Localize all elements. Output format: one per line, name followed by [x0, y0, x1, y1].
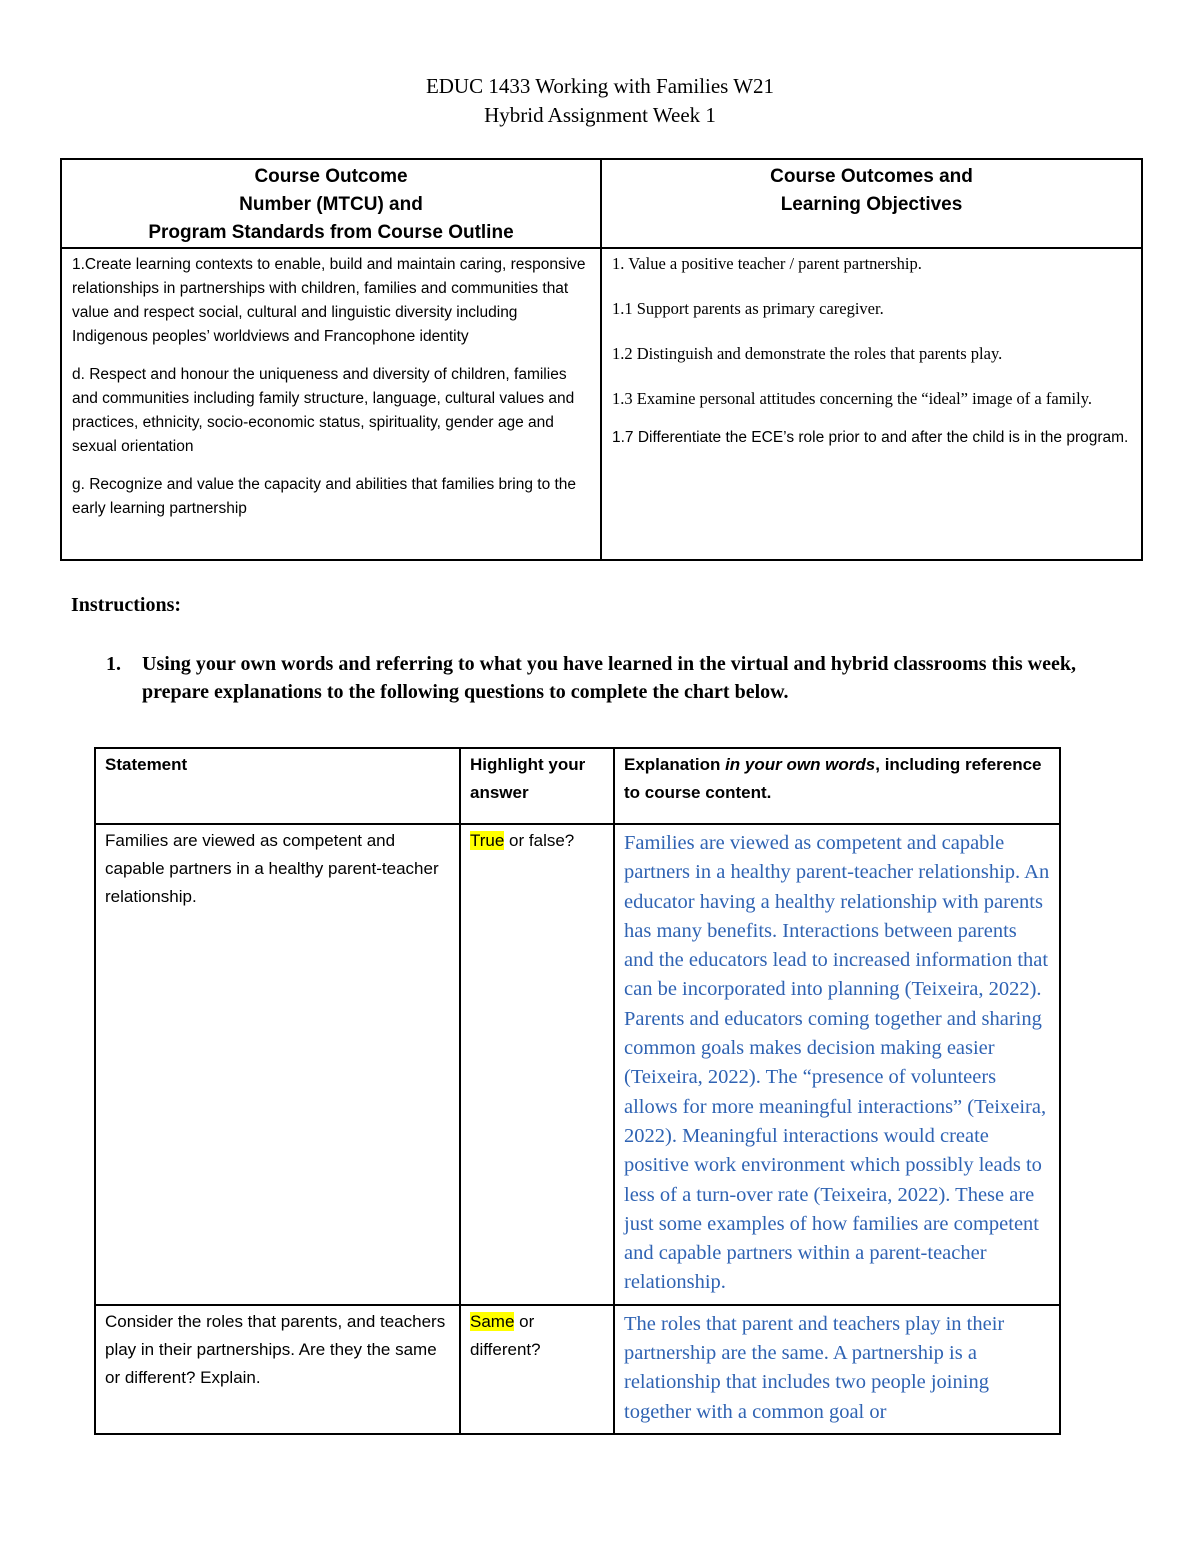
- explanation-cell: The roles that parent and teachers play in their partnership are the same. A partnership is a relationship that includes two people joining together with a common goal or: [614, 1305, 1060, 1434]
- highlighted-answer: True: [470, 831, 505, 850]
- answer-cell: [460, 1305, 614, 1434]
- document-title: EDUC 1433 Working with Families W21: [425, 74, 775, 98]
- header-line: Course Outcome: [254, 166, 408, 187]
- program-standards-cell: [61, 248, 601, 560]
- answer-cell: [460, 824, 614, 1305]
- explanation-header-italic: in your own words: [725, 755, 876, 774]
- instruction-text: Using your own words and referring to what you have learned in the virtual and hybrid classrooms this week, prepare explanations to the following questions to complete the chart below.: [142, 653, 1076, 703]
- statement-cell: Families are viewed as competent and capable partners in a healthy parent-teacher relationship.: [95, 824, 460, 1305]
- document-subtitle: Hybrid Assignment Week 1: [484, 103, 716, 127]
- learning-objectives-cell: [601, 248, 1142, 560]
- chart-row: [95, 824, 1060, 1305]
- standard-item: 1.Create learning contexts to enable, build and maintain caring, responsive relationships in partnerships with children, families and communities that value and respect social, cultural and linguistic diversity including Indigenous peoples’ worldviews and Francophone identity: [72, 256, 586, 345]
- course-outcomes-table: [60, 158, 1143, 561]
- explanation-cell: Families are viewed as competent and capable partners in a healthy parent-teacher relationship. An educator having a healthy relationship with parents has many benefits. Interactions between parents and the educators lead to increased information that can be incorporated into planning (Teixeira, 2022). Parents and educators coming together and sharing common goals makes decision making easier (Teixeira, 2022). The “presence of volunteers allows for more meaningful interactions” (Teixeira, 2022). Meaningful interactions would create positive work environment which possibly leads to less of a turn-over rate (Teixeira, 2022). These are just some examples of how families are competent and capable partners within a parent-teacher relationship.: [614, 824, 1060, 1305]
- standard-item: d. Respect and honour the uniqueness and diversity of children, families and communities including family structure, language, cultural values and practices, ethnicity, socio-economic status, spirituality, gender age and sexual orientation: [72, 366, 575, 455]
- instruction-number: 1.: [106, 653, 121, 675]
- statement-header: Statement: [95, 748, 460, 824]
- answer-rest: or false?: [504, 831, 575, 850]
- instruction-item: [106, 650, 1146, 706]
- document-header: [0, 72, 1200, 130]
- answer-rest: or different?: [470, 1311, 541, 1359]
- chart-row: [95, 1305, 1060, 1434]
- assignment-chart-table: [94, 747, 1061, 1435]
- header-line: Learning Objectives: [780, 194, 963, 215]
- outcome-number-header: [61, 159, 601, 248]
- explanation-header: [614, 748, 1060, 824]
- chart-header-row: [95, 748, 1060, 824]
- highlighted-answer: Same: [470, 1311, 515, 1331]
- outcomes-header-row: [61, 159, 1142, 248]
- header-line: Number (MTCU) and: [239, 194, 423, 215]
- learning-objectives-header: [601, 159, 1142, 248]
- header-line: Program Standards from Course Outline: [148, 222, 514, 243]
- explanation-header-suffix: , including reference to course content.: [624, 755, 1042, 802]
- outcomes-body-row: [61, 248, 1142, 560]
- objective-item: 1. Value a positive teacher / parent partnership.: [612, 254, 922, 273]
- header-line: Course Outcomes and: [770, 166, 973, 187]
- instructions-heading: Instructions:: [71, 594, 182, 616]
- objective-item: 1.7 Differentiate the ECE’s role prior to and after the child is in the program.: [612, 429, 1129, 446]
- objective-item: 1.1 Support parents as primary caregiver.: [612, 299, 884, 318]
- highlight-header: Highlight your answer: [460, 748, 614, 824]
- statement-cell: Consider the roles that parents, and teachers play in their partnerships. Are they the same or different? Explain.: [95, 1305, 460, 1434]
- objective-item: 1.2 Distinguish and demonstrate the roles that parents play.: [612, 344, 1003, 363]
- explanation-header-prefix: Explanation: [624, 755, 726, 774]
- objective-item: 1.3 Examine personal attitudes concerning the “ideal” image of a family.: [612, 389, 1092, 408]
- standard-item: g. Recognize and value the capacity and abilities that families bring to the early learning partnership: [72, 476, 577, 517]
